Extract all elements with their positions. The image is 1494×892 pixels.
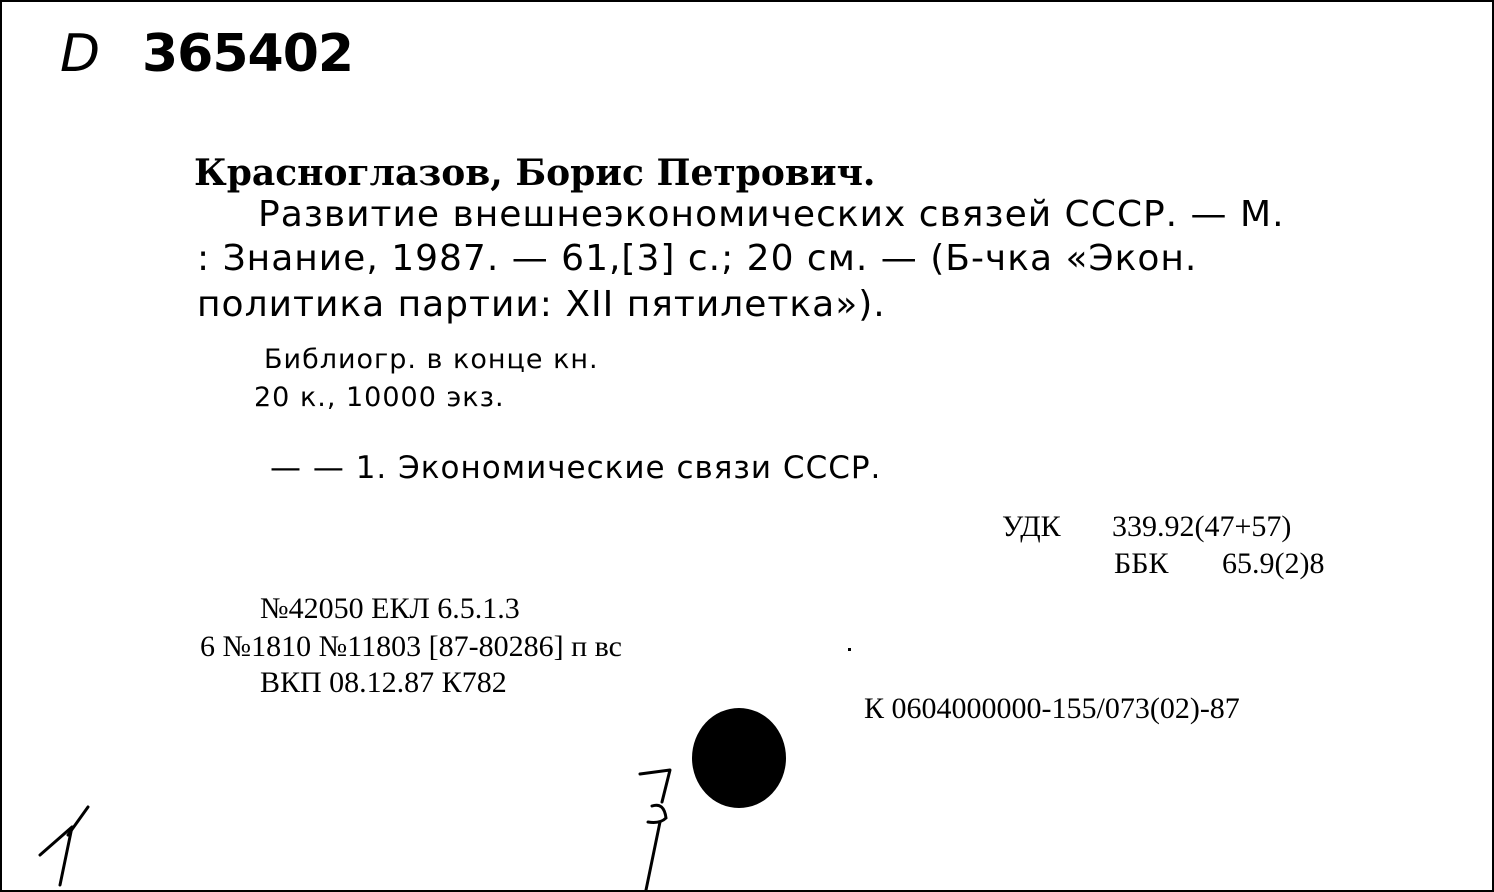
handwritten-one-mark xyxy=(32,797,102,889)
k-code: К 0604000000-155/073(02)-87 xyxy=(864,692,1240,725)
bbk-value: 65.9(2)8 xyxy=(1222,547,1325,580)
stamp-number: 365402 xyxy=(142,24,354,84)
udk-label: УДК xyxy=(1002,510,1061,543)
accession-line-3: ВКП 08.12.87 К782 xyxy=(260,666,507,699)
description-line-1: Развитие внешнеэкономических связей СССР. — М. xyxy=(258,194,1285,235)
bibliography-note: Библиогр. в конце кн. xyxy=(264,344,599,375)
speck-mark xyxy=(848,648,851,651)
subject-tracing: — — 1. Экономические связи СССР. xyxy=(270,450,882,486)
description-line-3: политика партии: XII пятилетка»). xyxy=(197,284,886,325)
punch-hole xyxy=(692,708,786,808)
description-line-2: : Знание, 1987. — 61,[3] с.; 20 см. — (Б-чка «Экон. xyxy=(197,238,1198,279)
udk-value: 339.92(47+57) xyxy=(1112,510,1292,543)
handwritten-letter: D xyxy=(60,24,101,84)
accession-line-2: 6 №1810 №11803 [87-80286] п вс xyxy=(200,630,622,663)
author-heading: Красноглазов, Борис Петрович. xyxy=(194,152,876,194)
bbk-label: ББК xyxy=(1114,547,1169,580)
handwritten-seven-mark xyxy=(630,762,690,892)
accession-line-1: №42050 ЕКЛ 6.5.1.3 xyxy=(260,592,520,625)
price-note: 20 к., 10000 экз. xyxy=(254,382,505,413)
